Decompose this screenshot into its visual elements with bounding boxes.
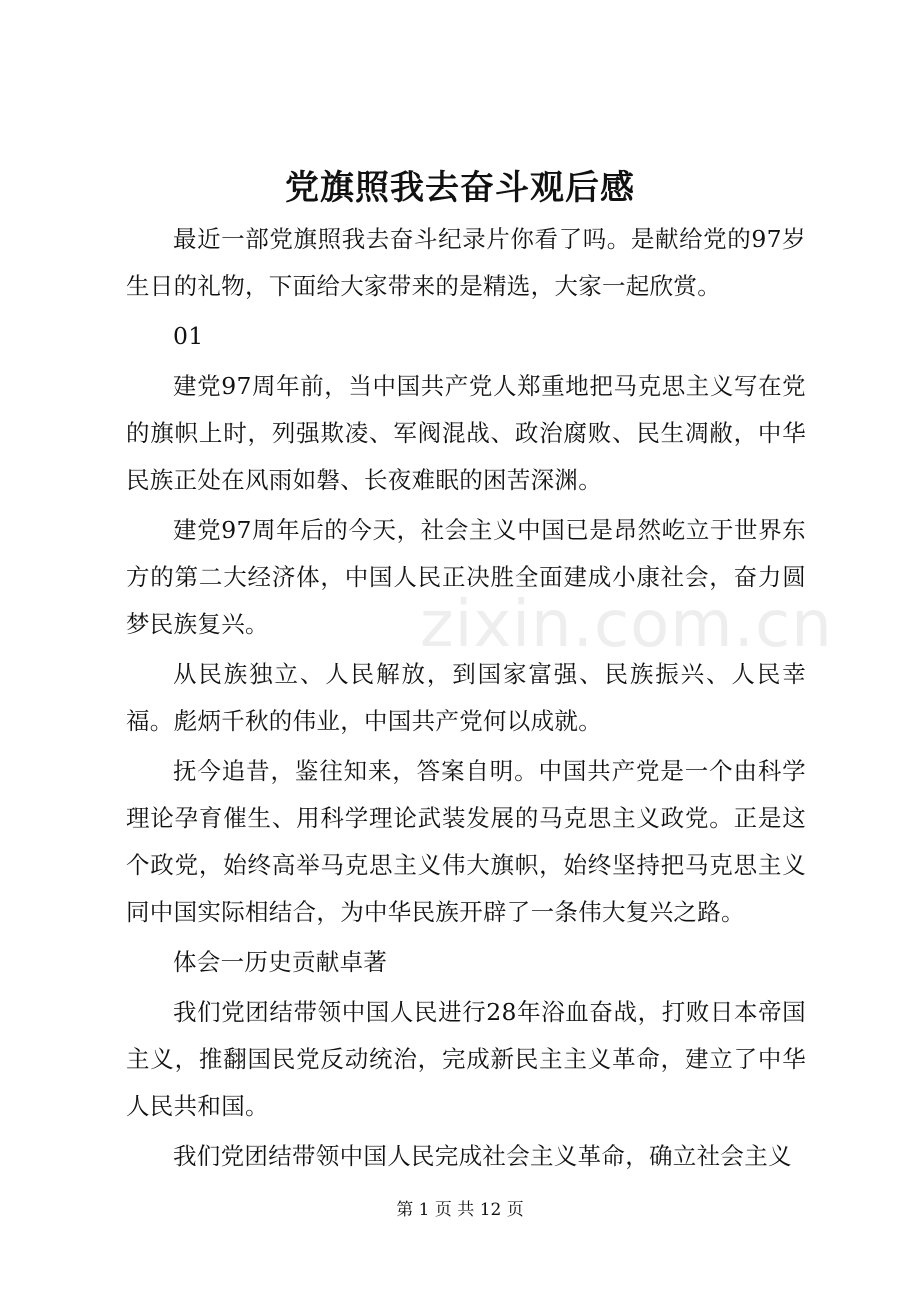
paragraph: 最近一部党旗照我去奋斗纪录片你看了吗。是献给党的97岁生日的礼物，下面给大家带来的是精选，大家一起欣赏。	[126, 225, 806, 300]
page-footer: 第 1 页 共 12 页	[396, 1200, 524, 1220]
section-number: 01	[173, 322, 204, 350]
paragraph: 我们党团结带领中国人民进行28年浴血奋战，打败日本帝国主义，推翻国民党反动统治，完成新民主主义革命，建立了中华人民共和国。	[126, 998, 806, 1120]
section-heading: 体会一历史贡献卓著	[173, 948, 388, 976]
paragraph: 从民族独立、人民解放，到国家富强、民族振兴、人民幸福。彪炳千秋的伟业，中国共产党何以成就。	[126, 660, 806, 735]
paragraph: 我们党团结带领中国人民完成社会主义革命，确立社会主义	[173, 1142, 792, 1170]
paragraph: 建党97周年后的今天，社会主义中国已是昂然屹立于世界东方的第二大经济体，中国人民正决胜全面建成小康社会，奋力圆梦民族复兴。	[126, 516, 806, 638]
document-title: 党旗照我去奋斗观后感	[285, 168, 635, 208]
document-body	[126, 216, 833, 1180]
paragraph: 抚今追昔，鉴往知来，答案自明。中国共产党是一个由科学理论孕育催生、用科学理论武装发展的马克思主义政党。正是这个政党，始终高举马克思主义伟大旗帜，始终坚持把马克思主义同中国实际相结合，为中华民族开辟了一条伟大复兴之路。	[126, 757, 806, 926]
watermark: zixin.com.cn	[420, 588, 833, 662]
paragraph: 建党97周年前，当中国共产党人郑重地把马克思主义写在党的旗帜上时，列强欺凌、军阀混战、政治腐败、民生凋敝，中华民族正处在风雨如磐、长夜难眠的困苦深渊。	[126, 372, 806, 494]
